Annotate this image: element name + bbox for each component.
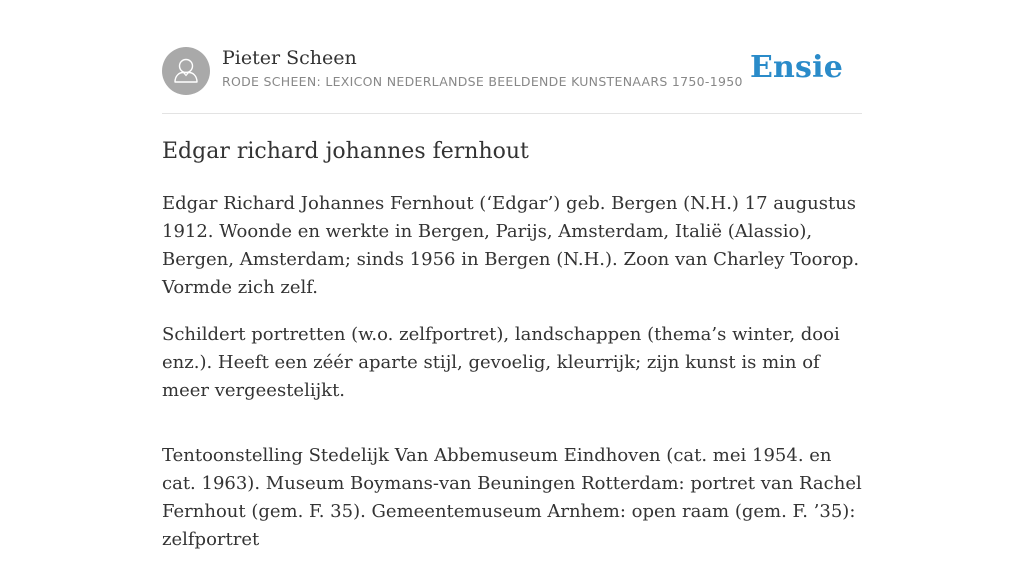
page-title: Edgar richard johannes fernhout [162, 139, 529, 164]
paragraph: Tentoonstelling Stedelijk Van Abbemuseum Eindhoven (cat. mei 1954. en cat. 1963). Museum Boymans-van Beuningen Rotterdam: portret van Rachel Fernhout (gem. F. 35). Gemeentemuseum Arnhem: open raam (gem. F. ’35): zelfportret [162, 445, 862, 550]
source-name[interactable]: RODE SCHEEN: LEXICON NEDERLANDSE BEELDENDE KUNSTENAARS 1750-1950 [222, 74, 743, 89]
author-name[interactable]: Pieter Scheen [222, 47, 357, 69]
paragraph: Edgar Richard Johannes Fernhout (‘Edgar’) geb. Bergen (N.H.) 17 augustus 1912. Woonde en werkte in Bergen, Parijs, Amsterdam, Italië (Alassio), Bergen, Amsterdam; sinds 1956 in Bergen (N.H.). Zoon van Charley Toorop. Vormde zich zelf. [162, 193, 860, 298]
author-block [222, 46, 743, 89]
user-silhouette-icon [162, 47, 210, 95]
article-body [162, 190, 862, 573]
ensie-logo[interactable]: Ensie [749, 50, 843, 85]
paragraph: Schildert portretten (w.o. zelfportret), landschappen (thema’s winter, dooi enz.). Heeft een zéér aparte stijl, gevoelig, kleurrijk; zijn kunst is min of meer vergeestelijkt. [162, 324, 840, 401]
avatar[interactable] [162, 47, 210, 95]
article-header [162, 46, 862, 96]
header-divider [162, 113, 862, 114]
